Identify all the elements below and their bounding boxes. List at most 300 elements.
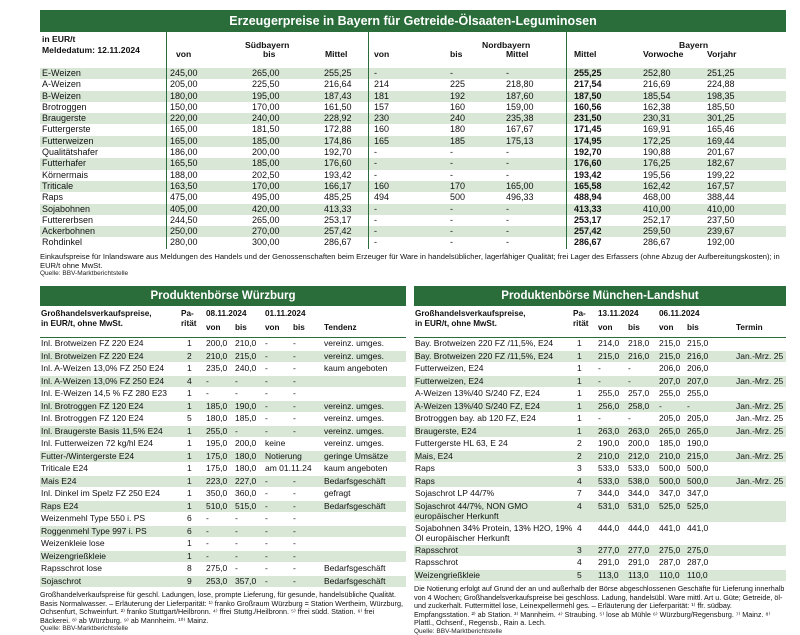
cell-product: Rapsschrot xyxy=(415,557,458,567)
cell-v1: 185,0 xyxy=(206,400,228,411)
cell-bayern-mittel: 255,25 xyxy=(574,68,602,78)
table-row xyxy=(40,68,786,79)
table-row xyxy=(414,570,786,583)
table-row xyxy=(40,426,406,439)
cell-v1: - xyxy=(598,363,601,373)
cell-b1: 531,0 xyxy=(628,500,650,511)
wb-date2: 01.11.2024 xyxy=(265,309,306,318)
cell-paritaet: 2 xyxy=(577,438,582,448)
cell-v2: 525,0 xyxy=(659,500,681,511)
cell-paritaet: 1 xyxy=(187,363,192,373)
cell-v1: 444,0 xyxy=(598,522,620,533)
table-row xyxy=(414,338,786,351)
cell-b1: 263,0 xyxy=(628,425,650,436)
cell-sued-bis: 270,00 xyxy=(252,226,280,237)
cell-paritaet: 1 xyxy=(187,475,192,486)
mu-date1: 13.11.2024 xyxy=(598,309,639,318)
erzeugerpreise-title: Erzeugerpreise in Bayern für Getreide-Ölsaaten-Leguminosen xyxy=(40,10,786,32)
cell-tendenz: vereinz. umges. xyxy=(324,400,384,411)
cell-nord-mittel: - xyxy=(506,203,509,214)
column-divider xyxy=(166,32,167,249)
cell-nord-bis: - xyxy=(450,214,453,225)
cell-paritaet: 7 xyxy=(577,488,582,498)
cell-nord-von: - xyxy=(374,169,377,180)
table-row xyxy=(40,351,406,364)
cell-v1: - xyxy=(206,525,209,536)
cell-sued-mittel: 216,64 xyxy=(324,79,352,90)
cell-v2: 207,0 xyxy=(659,375,681,386)
cell-nord-von: 181 xyxy=(374,90,390,101)
cell-b2: - xyxy=(293,513,296,523)
cell-paritaet: 1 xyxy=(577,400,582,411)
cell-sued-mittel: 172,88 xyxy=(324,124,352,135)
cell-b1: 210,0 xyxy=(235,338,257,348)
cell-v2: 215,0 xyxy=(659,338,681,348)
cell-b1: 200,0 xyxy=(235,438,257,448)
cell-vorwoche: 162,38 xyxy=(643,101,671,112)
cell-sued-von: 163,50 xyxy=(170,180,198,191)
cell-nord-mittel: - xyxy=(506,237,509,248)
cell-product: Rohdinkel xyxy=(42,237,83,248)
cell-b2: 287,0 xyxy=(687,557,709,567)
cell-product: Ackerbohnen xyxy=(42,226,96,237)
cell-v2: - xyxy=(265,413,268,423)
cell-v1: 531,0 xyxy=(598,500,620,511)
cell-sued-von: 180,00 xyxy=(170,90,198,101)
muenchen-panel xyxy=(414,286,786,635)
cell-vorjahr: 237,50 xyxy=(707,214,735,225)
cell-product: A-Weizen 13%/40 S/240 FZ, E24 xyxy=(415,388,541,398)
cell-nord-bis: - xyxy=(450,203,453,214)
mu-bis1: bis xyxy=(628,323,640,332)
cell-v2: am 01.11.24 xyxy=(265,463,312,473)
cell-tendenz: gefragt xyxy=(324,488,351,498)
cell-paritaet: 1 xyxy=(577,350,582,361)
cell-v1: 510,0 xyxy=(206,500,228,511)
cell-b2: - xyxy=(293,338,296,348)
cell-v1: 210,0 xyxy=(206,350,228,361)
cell-b2: 215,0 xyxy=(687,450,709,461)
cell-product: Brotroggen bay. ab 120 FZ, E24 xyxy=(415,413,536,423)
table-row xyxy=(40,158,786,169)
cell-sued-bis: 170,00 xyxy=(252,180,280,191)
cell-b1: 212,0 xyxy=(628,450,650,461)
cell-sued-bis: 300,00 xyxy=(252,237,280,248)
cell-product: A-Weizen xyxy=(42,79,81,90)
cell-vorjahr: 198,35 xyxy=(707,90,735,101)
cell-bayern-mittel: 176,60 xyxy=(574,158,602,169)
cell-product: Futter-/Wintergerste E24 xyxy=(41,450,135,461)
cell-paritaet: 1 xyxy=(187,500,192,511)
cell-nord-mittel: - xyxy=(506,147,509,158)
cell-sued-von: 220,00 xyxy=(170,113,198,124)
cell-product: Brotroggen xyxy=(42,101,87,112)
cell-vorjahr: 192,00 xyxy=(707,237,735,248)
cell-paritaet: 1 xyxy=(577,338,582,348)
cell-paritaet: 1 xyxy=(187,425,192,436)
cell-termin: Jan.-Mrz. 25 xyxy=(736,475,784,486)
wb-tendenz: Tendenz xyxy=(324,323,357,332)
cell-v1: 214,0 xyxy=(598,338,620,348)
cell-v2: 210,0 xyxy=(659,450,681,461)
cell-v2: 205,0 xyxy=(659,413,681,423)
cell-sued-von: 186,00 xyxy=(170,147,198,158)
table-row xyxy=(414,476,786,489)
table-row xyxy=(40,124,786,135)
cell-vorjahr: 301,25 xyxy=(707,113,735,124)
cell-v2: 215,0 xyxy=(659,350,681,361)
cell-tendenz: vereinz. umges. xyxy=(324,350,384,361)
table-row xyxy=(414,501,786,523)
cell-b2: - xyxy=(293,538,296,548)
cell-b1: 200,0 xyxy=(628,438,650,448)
cell-b1: 180,0 xyxy=(235,450,257,461)
cell-b1: - xyxy=(235,388,238,398)
cell-b1: 344,0 xyxy=(628,488,650,498)
cell-vorwoche: 468,00 xyxy=(643,192,671,203)
cell-vorjahr: 224,88 xyxy=(707,79,735,90)
cell-paritaet: 1 xyxy=(577,363,582,373)
table-row xyxy=(414,376,786,389)
cell-v2: 265,0 xyxy=(659,425,681,436)
table-row xyxy=(40,388,406,401)
cell-nord-von: 214 xyxy=(374,79,390,90)
cell-b1: - xyxy=(235,425,238,436)
cell-nord-von: 160 xyxy=(374,180,390,191)
cell-nord-bis: - xyxy=(450,169,453,180)
cell-nord-von: - xyxy=(374,214,377,225)
cell-v1: 275,0 xyxy=(206,563,228,573)
cell-nord-bis: 500 xyxy=(450,192,466,203)
cell-v1: 533,0 xyxy=(598,463,620,473)
wuerzburg-panel xyxy=(40,286,406,632)
table-row xyxy=(40,192,786,203)
table-row xyxy=(414,523,786,545)
cell-paritaet: 1 xyxy=(187,438,192,448)
erzeugerpreise-table xyxy=(40,10,786,277)
cell-nord-bis: - xyxy=(450,226,453,237)
table-row xyxy=(40,181,786,192)
cell-product: Inl. Braugerste Basis 11,5% E24 xyxy=(41,425,163,436)
cell-sued-bis: 240,00 xyxy=(252,113,280,124)
table-row xyxy=(40,576,406,589)
cell-paritaet: 9 xyxy=(187,575,192,586)
table-row xyxy=(414,413,786,426)
suedbayern-label: Südbayern xyxy=(245,40,290,50)
cell-sued-mittel: 176,60 xyxy=(324,158,352,169)
cell-product: Weizengrießkleie xyxy=(41,550,107,561)
cell-nord-bis: 240 xyxy=(450,113,466,124)
cell-product: Inl. Brotroggen FZ 120 E24 xyxy=(41,400,144,411)
cell-paritaet: 1 xyxy=(187,538,192,548)
cell-product: Braugerste, E24 xyxy=(415,425,477,436)
cell-nord-von: 230 xyxy=(374,113,390,124)
cell-termin: Jan.-Mrz. 25 xyxy=(736,350,784,361)
cell-vorjahr: 388,44 xyxy=(707,192,735,203)
muenchen-rows xyxy=(414,338,786,582)
cell-nord-bis: - xyxy=(450,68,453,78)
cell-b2: 347,0 xyxy=(687,488,709,498)
cell-nord-mittel: - xyxy=(506,226,509,237)
cell-product: Rapsschrot xyxy=(415,544,458,555)
cell-product: Bay. Brotweizen 220 FZ /11,5%, E24 xyxy=(415,350,554,361)
cell-nord-bis: - xyxy=(450,158,453,169)
cell-product: Körnermais xyxy=(42,169,89,180)
cell-sued-von: 280,00 xyxy=(170,237,198,248)
cell-sued-mittel: 166,17 xyxy=(324,180,352,191)
cell-nord-bis: 170 xyxy=(450,180,466,191)
wb-paritaet2: rität xyxy=(181,319,197,328)
cell-termin: Jan.-Mrz. 25 xyxy=(736,400,784,411)
cell-product: Futterhafer xyxy=(42,158,87,169)
cell-bayern-mittel: 165,58 xyxy=(574,180,602,191)
cell-sued-von: 244,50 xyxy=(170,214,198,225)
cell-product: Inl. Futterweizen 72 kg/hl E24 xyxy=(41,438,153,448)
table-row xyxy=(40,363,406,376)
cell-vorwoche: 286,67 xyxy=(643,237,671,248)
muenchen-source: Quelle: BBV-Marktberichtstelle xyxy=(414,627,503,635)
cell-vorwoche: 169,91 xyxy=(643,124,671,135)
cell-b2: - xyxy=(293,550,296,561)
cell-v2: - xyxy=(265,575,268,586)
cell-termin: Jan.-Mrz. 25 xyxy=(736,375,784,386)
cell-b2: - xyxy=(293,375,296,386)
cell-v1: 180,0 xyxy=(206,413,228,423)
cell-b2: - xyxy=(293,363,296,373)
cell-b1: 360,0 xyxy=(235,488,257,498)
cell-nord-von: - xyxy=(374,147,377,158)
cell-nord-von: - xyxy=(374,68,377,78)
wb-von2: von xyxy=(265,323,280,332)
mu-termin: Termin xyxy=(736,323,763,332)
table-row xyxy=(40,526,406,539)
table-row xyxy=(414,438,786,451)
cell-sued-mittel: 228,92 xyxy=(324,113,352,124)
cell-nord-mittel: - xyxy=(506,169,509,180)
cell-sued-bis: 170,00 xyxy=(252,101,280,112)
cell-product: Futtergerste HL 63, E 24 xyxy=(415,438,508,448)
cell-v2: - xyxy=(659,400,662,411)
cell-sued-mittel: 187,43 xyxy=(324,90,352,101)
table-row xyxy=(414,388,786,401)
cell-v2: 185,0 xyxy=(659,438,681,448)
cell-vorwoche: 252,80 xyxy=(643,68,671,78)
cell-v1: 113,0 xyxy=(598,569,619,580)
cell-bayern-mittel: 174,95 xyxy=(574,135,602,146)
cell-v2: Notierung xyxy=(265,450,302,461)
table-row xyxy=(40,501,406,514)
cell-nord-mittel: 167,67 xyxy=(506,124,534,135)
cell-product: Raps xyxy=(415,475,435,486)
table-row xyxy=(40,401,406,414)
table-row xyxy=(40,563,406,576)
table-row xyxy=(40,102,786,113)
cell-v2: - xyxy=(265,550,268,561)
table-row xyxy=(40,376,406,389)
cell-vorwoche: 176,25 xyxy=(643,158,671,169)
table-row xyxy=(40,476,406,489)
cell-product: Weizengrießkleie xyxy=(415,569,481,580)
cell-v2: 275,0 xyxy=(659,544,681,555)
col-vorwoche: Vorwoche xyxy=(643,49,684,59)
cell-b1: 227,0 xyxy=(235,475,257,486)
cell-vorwoche: 172,25 xyxy=(643,135,671,146)
cell-sued-von: 245,00 xyxy=(170,68,198,78)
cell-b2: - xyxy=(293,575,296,586)
cell-paritaet: 4 xyxy=(187,375,192,386)
cell-paritaet: 1 xyxy=(577,375,582,386)
cell-v1: - xyxy=(206,538,209,548)
cell-b2: 500,0 xyxy=(687,463,709,473)
cell-sued-bis: 181,50 xyxy=(252,124,280,135)
cell-nord-mittel: 165,00 xyxy=(506,180,534,191)
cell-product: Inl. Brotweizen FZ 220 E24 xyxy=(41,350,144,361)
wb-paritaet1: Pa- xyxy=(181,309,194,318)
cell-vorjahr: 410,00 xyxy=(707,203,735,214)
cell-b1: - xyxy=(628,413,631,423)
cell-v1: 350,0 xyxy=(206,488,228,498)
cell-termin: Jan.-Mrz. 25 xyxy=(736,413,784,423)
cell-nord-von: 157 xyxy=(374,101,390,112)
cell-paritaet: 1 xyxy=(187,338,192,348)
cell-vorjahr: 165,46 xyxy=(707,124,735,135)
cell-sued-mittel: 192,70 xyxy=(324,147,352,158)
cell-nord-von: - xyxy=(374,226,377,237)
cell-b1: 216,0 xyxy=(628,350,650,361)
erzeugerpreise-rows xyxy=(40,68,786,249)
cell-bayern-mittel: 253,17 xyxy=(574,214,602,225)
table-row xyxy=(40,91,786,102)
cell-product: B-Weizen xyxy=(42,90,81,101)
cell-b2: 255,0 xyxy=(687,388,709,398)
cell-sued-mittel: 257,42 xyxy=(324,226,352,237)
cell-vorwoche: 162,42 xyxy=(643,180,671,191)
table-row xyxy=(414,488,786,501)
table-row xyxy=(40,204,786,215)
cell-b2: - xyxy=(293,475,296,486)
cell-vorwoche: 195,56 xyxy=(643,169,671,180)
cell-product: Futterweizen, E24 xyxy=(415,363,484,373)
cell-b2: - xyxy=(293,563,296,573)
cell-tendenz: Bedarfsgeschäft xyxy=(324,575,386,586)
wuerzburg-source: Quelle: BBV-Marktberichtstelle xyxy=(40,625,129,633)
table-row xyxy=(414,463,786,476)
cell-vorjahr: 185,50 xyxy=(707,101,735,112)
cell-sued-mittel: 193,42 xyxy=(324,169,352,180)
cell-product: A-Weizen 13%/40 S/240 FZ, E24 xyxy=(415,400,541,411)
cell-tendenz: vereinz. umges. xyxy=(324,438,384,448)
wuerzburg-rows xyxy=(40,338,406,588)
mu-von1: von xyxy=(598,323,613,332)
cell-product: Inl. E-Weizen 14,5 % FZ 280 E23 xyxy=(41,388,167,398)
cell-product: Rapsschrot lose xyxy=(41,563,102,573)
wb-date1: 08.11.2024 xyxy=(206,309,247,318)
table-row xyxy=(40,79,786,90)
cell-sued-bis: 225,50 xyxy=(252,79,280,90)
cell-product: Inl. Brotweizen FZ 220 E24 xyxy=(41,338,144,348)
cell-product: Sojaschrot LP 44/7% xyxy=(415,488,495,498)
wb-label2: in EUR/t, ohne MwSt. xyxy=(41,319,123,328)
table-row xyxy=(414,545,786,558)
cell-sued-bis: 202,50 xyxy=(252,169,280,180)
cell-product: Braugerste xyxy=(42,113,87,124)
cell-v1: 533,0 xyxy=(598,475,620,486)
cell-paritaet: 4 xyxy=(577,522,582,533)
cell-b2: 110,0 xyxy=(687,569,708,580)
cell-b2: - xyxy=(293,425,296,436)
cell-vorjahr: 182,67 xyxy=(707,158,735,169)
cell-tendenz: vereinz. umges. xyxy=(324,338,384,348)
cell-nord-mittel: 187,60 xyxy=(506,90,534,101)
wuerzburg-title: Produktenbörse Würzburg xyxy=(40,286,406,306)
wuerzburg-footer: Großhandelverkaufspreise für geschl. Ladungen, lose, prompte Lieferung, für gesunde, handelsübliche Qualität. Basis Normalwasser. – Erläuterung der Lieferparität: ¹⁾ franko Großraum Würzburg = Station Wertheim, Würzburg, Ochsenfurt, Schweinfurt. ²⁾ franko Stuttgart/Heilbronn. ⁴⁾ ffrei Stuttg./Heilbronn. ⁵⁾ ffrei südd. Station. ⁶⁾ frei Bäckerei. ⁸⁾ ab Würzburg. ⁹⁾ ab Mannheim. ¹⁰⁾ Mainz. xyxy=(40,590,403,625)
cell-sued-bis: 185,00 xyxy=(252,135,280,146)
cell-v1: 210,0 xyxy=(598,450,620,461)
cell-product: Weizenmehl Type 550 i. PS xyxy=(41,513,146,523)
cell-b2: - xyxy=(293,413,296,423)
cell-tendenz: geringe Umsätze xyxy=(324,450,389,461)
mu-paritaet2: rität xyxy=(573,319,589,328)
cell-v2: - xyxy=(265,525,268,536)
cell-vorjahr: 167,57 xyxy=(707,180,735,191)
cell-nord-mittel: - xyxy=(506,158,509,169)
table-row xyxy=(40,136,786,147)
erzeugerpreise-source: Quelle: BBV-Marktberichtstelle xyxy=(40,269,129,277)
col-mittel-nord: Mittel xyxy=(506,49,529,59)
cell-bayern-mittel: 160,56 xyxy=(574,101,602,112)
cell-sued-mittel: 485,25 xyxy=(324,192,352,203)
cell-b1: 113,0 xyxy=(628,569,649,580)
cell-paritaet: 6 xyxy=(187,525,192,536)
erzeugerpreise-header xyxy=(40,32,786,68)
mu-label2: in EUR/t, ohne MwSt. xyxy=(415,319,497,328)
cell-b2: 525,0 xyxy=(687,500,709,511)
cell-bayern-mittel: 171,45 xyxy=(574,124,602,135)
meldedatum-label: Meldedatum: 12.11.2024 xyxy=(42,45,140,55)
cell-nord-bis: 185 xyxy=(450,135,466,146)
cell-paritaet: 1 xyxy=(577,425,582,436)
cell-product: Sojabohnen 34% Protein, 13% H2O, 19% Öl europäischer Herkunft xyxy=(415,522,573,543)
cell-v2: 347,0 xyxy=(659,488,681,498)
cell-paritaet: 1 xyxy=(187,400,192,411)
cell-v1: 256,0 xyxy=(598,400,620,411)
cell-b2: 441,0 xyxy=(687,522,709,533)
cell-sued-bis: 495,00 xyxy=(252,192,280,203)
cell-product: Triticale E24 xyxy=(41,463,88,473)
cell-bayern-mittel: 217,54 xyxy=(574,79,602,90)
cell-product: Sojaschrot 44/7%, NON GMO europäischer Herkunft xyxy=(415,500,528,521)
cell-tendenz: kaum angeboten xyxy=(324,463,388,473)
muenchen-header xyxy=(414,306,786,338)
cell-product: Raps E24 xyxy=(41,500,79,511)
cell-paritaet: 3 xyxy=(577,544,582,555)
cell-b2: - xyxy=(293,350,296,361)
cell-sued-von: 165,00 xyxy=(170,124,198,135)
cell-paritaet: 1 xyxy=(187,488,192,498)
cell-b1: - xyxy=(235,538,238,548)
cell-product: Futterweizen xyxy=(42,135,94,146)
cell-vorjahr: 239,67 xyxy=(707,226,735,237)
cell-sued-von: 188,00 xyxy=(170,169,198,180)
cell-b1: - xyxy=(235,550,238,561)
cell-b1: - xyxy=(628,375,631,386)
cell-sued-von: 165,50 xyxy=(170,158,198,169)
cell-b1: 257,0 xyxy=(628,388,650,398)
cell-sued-bis: 265,00 xyxy=(252,68,280,78)
cell-v1: 263,0 xyxy=(598,425,620,436)
cell-tendenz: Bedarfsgeschäft xyxy=(324,500,386,511)
cell-vorwoche: 190,88 xyxy=(643,147,671,158)
